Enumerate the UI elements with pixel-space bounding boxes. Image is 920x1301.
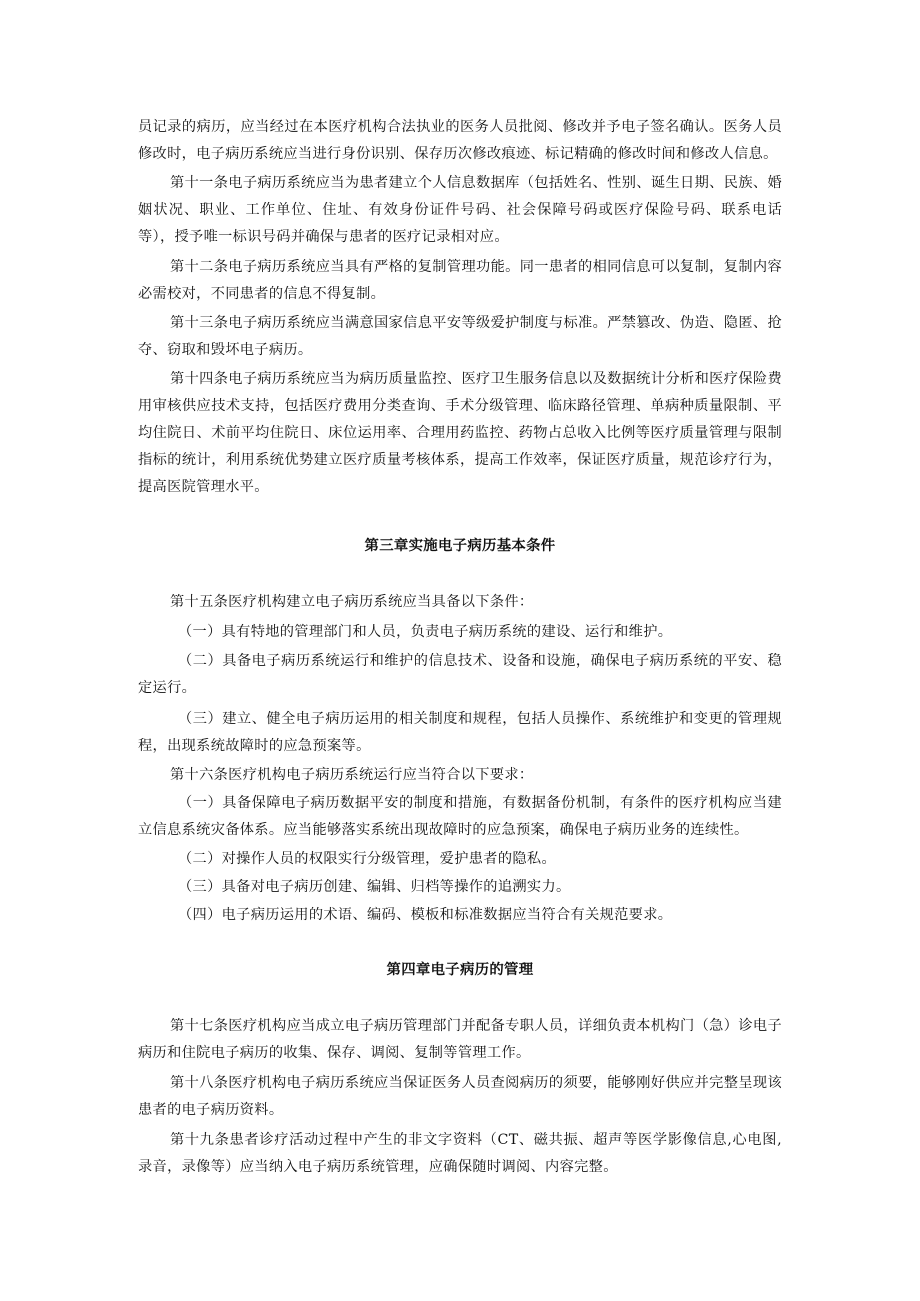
article-19: 第十九条患者诊疗活动过程中产生的非文字资料（CT、磁共振、超声等医学影像信息,心电图,录音，录像等）应当纳入电子病历系统管理，应确保随时调阅、内容完整。 [138,1132,782,1175]
chapter-3-heading: 第三章实施电子病历基本条件 [364,537,556,554]
article-17: 第十七条医疗机构应当成立电子病历管理部门并配备专职人员，详细负责本机构门（急）诊电子病历和住院电子病历的收集、保存、调阅、复制等管理工作。 [138,1018,782,1061]
article-14: 第十四条电子病历系统应当为病历质量监控、医疗卫生服务信息以及数据统计分析和医疗保险费用审核供应技术支持，包括医疗费用分类查询、手术分级管理、临床路径管理、单病种质量限制、平均住院日、术前平均住院日、床位运用率、合理用药监控、药物占总收入比例等医疗质量管理与限制指标的统计，利用系统优势建立医疗质量考核体系，提高工作效率，保证医疗质量，规范诊疗行为，提高医院管理水平。 [138,371,782,495]
article-15-item-2: （二）具备电子病历系统运行和维护的信息技术、设备和设施，确保电子病历系统的平安、稳定运行。 [138,653,782,696]
article-15: 第十五条医疗机构建立电子病历系统应当具备以下条件： [170,594,534,610]
article-16-item-3: （三）具备对电子病历创建、编辑、归档等操作的追溯实力。 [178,879,571,895]
article-18: 第十八条医疗机构电子病历系统应当保证医务人员查阅病历的须要，能够刚好供应并完整呈现该患者的电子病历资料。 [138,1075,782,1118]
article-16-item-2: （二）对操作人员的权限实行分级管理，爱护患者的隐私。 [178,851,556,867]
paragraph-continued: 员记录的病历，应当经过在本医疗机构合法执业的医务人员批阅、修改并予电子签名确认。医务人员修改时，电子病历系统应当进行身份识别、保存历次修改痕迹、标记精确的修改时间和修改人信息。 [138,119,782,162]
chapter-4-heading: 第四章电子病历的管理 [386,961,534,978]
article-13: 第十三条电子病历系统应当满意国家信息平安等级爱护制度与标准。严禁篡改、伪造、隐匿、抢夺、窃取和毁坏电子病历。 [138,315,782,358]
article-15-item-1: （一）具有特地的管理部门和人员，负责电子病历系统的建设、运行和维护。 [178,624,673,640]
article-16-item-4: （四）电子病历运用的术语、编码、模板和标准数据应当符合有关规范要求。 [178,907,673,923]
article-12: 第十二条电子病历系统应当具有严格的复制管理功能。同一患者的相同信息可以复制，复制内容必需校对，不同患者的信息不得复制。 [138,259,782,302]
article-15-item-3: （三）建立、健全电子病历运用的相关制度和规程，包括人员操作、系统维护和变更的管理规程，出现系统故障时的应急预案等。 [138,711,782,754]
article-16: 第十六条医疗机构电子病历系统运行应当符合以下要求： [170,767,534,783]
article-11: 第十一条电子病历系统应当为患者建立个人信息数据库（包括姓名、性别、诞生日期、民族、婚姻状况、职业、工作单位、住址、有效身份证件号码、社会保障号码或医疗保险号码、联系电话等），授予唯一标识号码并确保与患者的医疗记录相对应。 [138,175,782,245]
article-16-item-1: （一）具备保障电子病历数据平安的制度和措施，有数据备份机制，有条件的医疗机构应当建立信息系统灾备体系。应当能够落实系统出现故障时的应急预案，确保电子病历业务的连续性。 [138,795,782,838]
